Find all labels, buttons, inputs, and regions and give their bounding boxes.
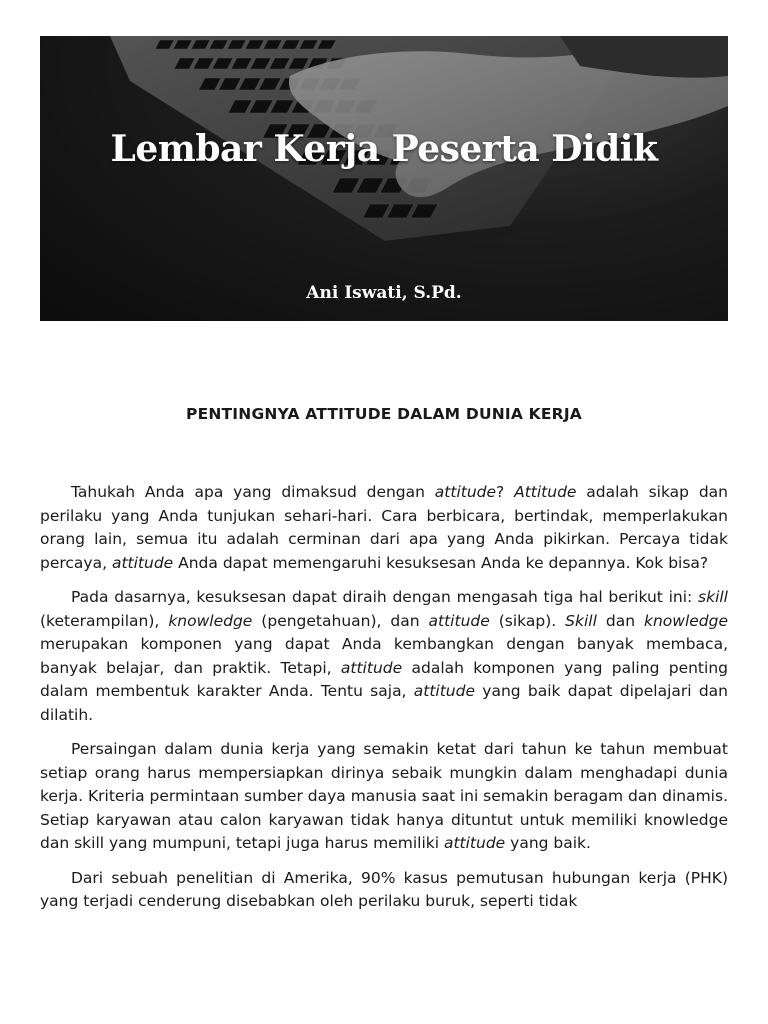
- text-run: Dari sebuah penelitian di Amerika, 90% kasus pemutusan hubungan kerja (PHK) yang terjadi cenderung disebabkan oleh perilaku buruk, seperti tidak: [40, 868, 728, 910]
- italic-term: attitude: [111, 553, 174, 572]
- paragraph: [40, 738, 728, 856]
- italic-term: Attitude: [514, 483, 577, 501]
- paragraph: [40, 867, 728, 914]
- italic-term: Skill: [565, 611, 597, 630]
- text-run: merupakan komponen yang dapat Anda kembangkan dengan banyak membaca, banyak belajar, dan praktik. Tetapi,: [40, 635, 728, 677]
- italic-term: attitude: [413, 682, 476, 700]
- italic-term: attitude: [340, 658, 403, 677]
- text-run: yang baik.: [505, 834, 591, 852]
- text-run: adalah komponen yang paling penting dalam membentuk karakter Anda. Tentu saja,: [40, 658, 728, 700]
- text-run: (keterampilan),: [40, 611, 169, 630]
- text-run: (sikap).: [489, 611, 566, 630]
- italic-term: skill: [698, 588, 728, 606]
- italic-term: knowledge: [643, 611, 729, 630]
- text-run: adalah sikap dan perilaku yang Anda tunjukan sehari-hari. Cara berbicara, bertindak, memperlakukan orang lain, semua itu adalah cerminan dari apa yang Anda pikirkan. Percaya tidak percaya,: [40, 483, 728, 572]
- document-title: Lembar Kerja Peserta Didik: [110, 128, 658, 170]
- text-run: Tahukah Anda apa yang dimaksud dengan: [71, 483, 435, 501]
- text-run: dan: [596, 611, 644, 630]
- body-text: [40, 481, 728, 925]
- italic-term: attitude: [428, 611, 490, 630]
- laptop-typing-photo: [40, 36, 728, 321]
- italic-term: attitude: [443, 834, 506, 852]
- author-name: Ani Iswati, S.Pd.: [306, 283, 462, 303]
- header-banner: [40, 36, 728, 321]
- text-run: Anda dapat memengaruhi kesuksesan Anda ke depannya. Kok bisa?: [173, 553, 709, 572]
- text-run: (pengetahuan), dan: [252, 611, 429, 630]
- paragraph: [40, 586, 728, 727]
- text-run: Persaingan dalam dunia kerja yang semakin ketat dari tahun ke tahun membuat setiap orang harus mempersiapkan dirinya sebaik mungkin dalam menghadapi dunia kerja. Kriteria permintaan sumber daya manusia saat ini semakin beragam dan dinamis. Setiap karyawan atau calon karyawan tidak hanya dituntut untuk memiliki knowledge dan skill yang mumpuni, tetapi juga harus memiliki: [40, 740, 728, 852]
- italic-term: knowledge: [168, 611, 253, 630]
- paragraph: [40, 481, 728, 575]
- text-run: Pada dasarnya, kesuksesan dapat diraih dengan mengasah tiga hal berikut ini:: [71, 588, 699, 606]
- text-run: ?: [496, 483, 515, 501]
- text-run: yang baik dapat dipelajari dan dilatih.: [40, 682, 729, 724]
- section-heading: PENTINGNYA ATTITUDE DALAM DUNIA KERJA: [186, 405, 582, 423]
- italic-term: attitude: [434, 483, 497, 501]
